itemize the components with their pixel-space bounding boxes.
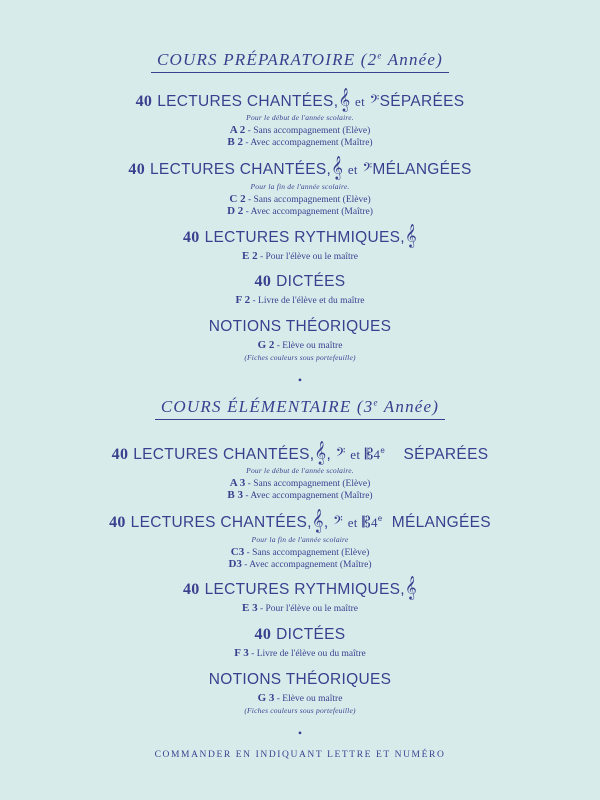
treble-clef-icon: 𝄞 <box>314 440 327 464</box>
heading-text: NOTIONS THÉORIQUES <box>208 671 392 688</box>
heading-number: 40 <box>128 161 146 178</box>
course1-title-paren: (2 <box>360 50 378 69</box>
item-text: - Avec accompagnement (Maître) <box>242 138 373 148</box>
c1-b5-heading <box>0 318 600 336</box>
item-code: C 2 <box>229 193 246 205</box>
heading-number: 40 <box>254 273 272 290</box>
c2-b4-heading <box>0 626 600 644</box>
heading-line-sup: e <box>377 513 383 523</box>
treble-clef-icon: 𝄞 <box>404 223 418 247</box>
item-code: C3 <box>230 546 245 558</box>
c2-b3-item-1 <box>0 602 600 614</box>
heading-qualifier: MÉLANGÉES <box>391 514 491 531</box>
heading-line-number: 4 <box>370 515 378 530</box>
item-code: A 3 <box>229 477 246 489</box>
c-clef-icon: 𝄡 <box>364 445 374 463</box>
c2-b2-subtitle: Pour la fin de l'année scolaire <box>251 535 349 544</box>
c1-b2-heading <box>0 155 600 179</box>
c1-b4-heading <box>0 273 600 291</box>
c1-b2-item-2 <box>0 205 600 217</box>
treble-clef-icon: 𝄞 <box>404 575 418 599</box>
item-code: B 2 <box>227 136 243 148</box>
heading-line-sup: e <box>380 445 386 455</box>
c2-b2-item-1 <box>0 546 600 558</box>
heading-text: LECTURES CHANTÉES, <box>130 514 312 531</box>
c1-b2-item-1 <box>0 193 600 205</box>
item-code: F 2 <box>235 294 251 306</box>
course2-title <box>0 397 600 420</box>
c1-b1-item-1 <box>0 124 600 136</box>
c2-b2-heading: 40 LECTURES CHANTÉES,𝄞, 𝄢 et 𝄡4e MÉLANGÉES <box>109 508 491 532</box>
course2-title-paren: (3 <box>356 397 374 416</box>
heading-text: LECTURES CHANTÉES, <box>157 93 339 110</box>
treble-clef-icon: 𝄞 <box>311 508 324 532</box>
c2-b5-heading <box>0 671 600 689</box>
item-code: B 3 <box>227 489 243 501</box>
item-code: E 2 <box>242 250 258 262</box>
item-text: - Sans accompagnement (Elève) <box>245 126 371 136</box>
heading-text: LECTURES RYTHMIQUES, <box>204 229 405 246</box>
heading-number: 40 <box>111 446 129 463</box>
c1-b1-item-2 <box>0 136 600 148</box>
heading-text: DICTÉES <box>276 273 346 290</box>
item-code: D3 <box>228 558 242 570</box>
course2-title-sup: e <box>373 397 379 408</box>
c2-b4-item-1 <box>0 647 600 659</box>
c2-b1-subtitle: Pour le début de l'année scolaire. <box>246 466 354 475</box>
c1-b5-item-1 <box>0 339 600 351</box>
course2-title-underlined <box>155 397 445 420</box>
heading-text: NOTIONS THÉORIQUES <box>208 318 392 335</box>
heading-text: DICTÉES <box>276 626 346 643</box>
c2-b5-note: (Fiches couleurs sous portefeuille) <box>244 706 356 715</box>
item-text: - Avec accompagnement (Maître) <box>241 560 372 570</box>
item-text: - Avec accompagnement (Maître) <box>242 491 373 501</box>
item-code: A 2 <box>229 124 246 136</box>
item-code: G 3 <box>257 692 275 704</box>
item-text: - Livre de l'élève et du maître <box>250 296 365 306</box>
course1-title-main: COURS PRÉPARATOIRE <box>156 50 356 69</box>
course2-title-rest: Année) <box>378 397 440 416</box>
c2-b1-item-1 <box>0 477 600 489</box>
course1-title-rest: Année) <box>382 50 444 69</box>
c1-b3-item-1 <box>0 250 600 262</box>
heading-line-number: 4 <box>373 447 381 462</box>
c2-b1-heading: 40 LECTURES CHANTÉES,𝄞, 𝄢 et 𝄡4e SÉPARÉES <box>111 440 489 464</box>
item-code: F 3 <box>234 647 249 659</box>
item-text: - Sans accompagnement (Elève) <box>245 479 371 489</box>
c1-b4-item-1 <box>0 294 600 306</box>
c1-b2-subtitle: Pour la fin de l'année scolaire. <box>250 182 350 191</box>
c2-b1-item-2 <box>0 489 600 501</box>
course2-title-main: COURS ÉLÉMENTAIRE <box>160 397 352 416</box>
item-text: - Elève ou maître <box>274 341 343 351</box>
heading-number: 40 <box>254 626 272 643</box>
heading-number: 40 <box>182 229 200 246</box>
bass-clef-icon: 𝄢 <box>362 160 373 178</box>
course1-title <box>0 50 600 73</box>
separator-bullet: • <box>297 726 303 740</box>
c2-b5-item-1 <box>0 692 600 704</box>
heading-et: et <box>347 162 358 177</box>
item-code: G 2 <box>257 339 275 351</box>
bass-clef-icon: 𝄢 <box>333 513 344 531</box>
item-text: - Sans accompagnement (Elève) <box>245 195 371 205</box>
heading-qualifier: SÉPARÉES <box>379 93 465 110</box>
heading-text: LECTURES RYTHMIQUES, <box>204 581 405 598</box>
heading-number: 40 <box>182 581 200 598</box>
treble-clef-icon: 𝄞 <box>338 87 351 111</box>
bass-clef-icon: 𝄢 <box>335 445 346 463</box>
heading-et: et <box>355 94 366 109</box>
heading-text: LECTURES CHANTÉES, <box>133 446 315 463</box>
separator-bullet: • <box>297 373 303 387</box>
c1-b3-heading <box>0 223 600 247</box>
order-instructions: COMMANDER EN INDIQUANT LETTRE ET NUMÉRO <box>154 750 446 760</box>
item-text: - Pour l'élève ou le maître <box>257 604 358 614</box>
heading-text: LECTURES CHANTÉES, <box>150 161 332 178</box>
item-code: D 2 <box>227 205 244 217</box>
heading-qualifier: MÉLANGÉES <box>372 161 472 178</box>
heading-number: 40 <box>135 93 153 110</box>
c1-b1-heading <box>0 87 600 111</box>
c1-b1-subtitle: Pour le début de l'année scolaire. <box>246 113 354 122</box>
c2-b2-item-2 <box>0 558 600 570</box>
c1-b5-note: (Fiches couleurs sous portefeuille) <box>244 353 356 362</box>
course1-title-underlined <box>151 50 449 73</box>
item-text: - Avec accompagnement (Maître) <box>243 207 373 217</box>
heading-et: et <box>350 447 361 462</box>
heading-et: et <box>347 515 358 530</box>
heading-number: 40 <box>109 514 126 531</box>
item-text: - Sans accompagnement (Elève) <box>244 548 370 558</box>
c2-b3-heading <box>0 575 600 599</box>
item-text: - Elève ou maître <box>274 694 343 704</box>
treble-clef-icon: 𝄞 <box>331 155 344 179</box>
item-text: - Pour l'élève ou le maître <box>257 252 358 262</box>
bass-clef-icon: 𝄢 <box>369 92 380 110</box>
c-clef-icon: 𝄡 <box>362 513 371 531</box>
heading-qualifier: SÉPARÉES <box>403 446 489 463</box>
course1-title-sup: e <box>377 50 383 61</box>
item-text: - Livre de l'élève ou du maître <box>248 649 366 659</box>
item-code: E 3 <box>242 602 258 614</box>
